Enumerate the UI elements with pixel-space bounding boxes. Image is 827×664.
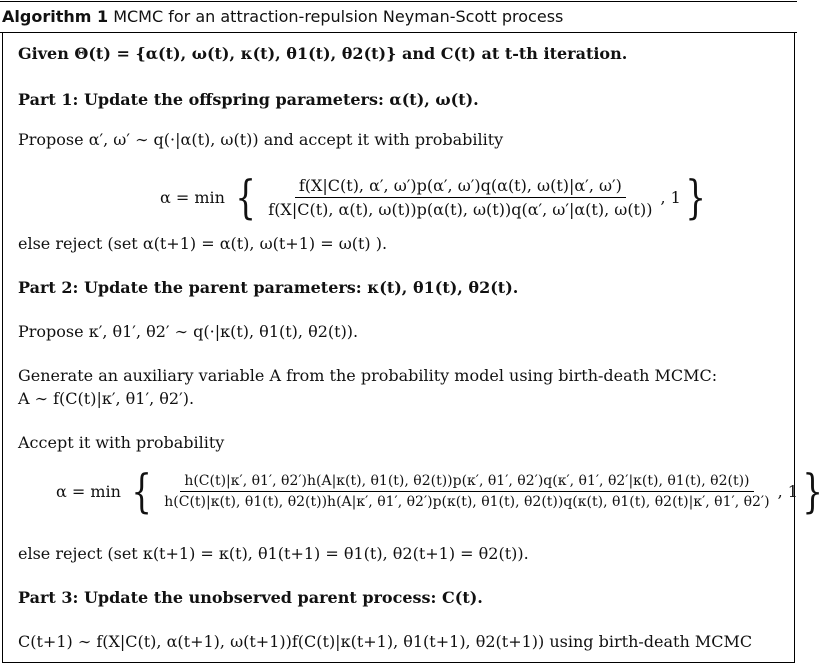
part2-accept: Accept it with probability — [18, 433, 225, 452]
part2-denominator: h(C(t)|κ(t), θ1(t), θ2(t))h(A|κ′, θ1′, θ2′)p(κ(t), θ1(t), θ2(t))q(κ(t), θ1(t), θ2(t)|κ′, θ1′, θ2′) — [164, 493, 770, 510]
part1-propose: Propose α′, ω′ ∼ q(·|α(t), ω(t)) and accept it with probability — [18, 130, 504, 149]
left-brace-icon: { — [131, 464, 152, 518]
part2-heading: Part 2: Update the parent parameters: κ(t), θ1(t), θ2(t). — [18, 278, 519, 297]
part1-eq-lhs: α = min — [160, 187, 225, 207]
part1-fraction — [264, 176, 656, 219]
part1-heading: Part 1: Update the offspring parameters: α(t), ω(t). — [18, 90, 479, 109]
part2-numerator: h(C(t)|κ′, θ1′, θ2′)h(A|κ(t), θ1(t), θ2(t))p(κ′, θ1′, θ2′)q(κ′, θ1′, θ2′|κ(t), θ1(t), θ2(t)) — [180, 473, 753, 492]
part1-eq-tail: , 1 — [660, 187, 681, 207]
left-brace-icon: { — [235, 170, 256, 224]
part2-eq-lhs: α = min — [56, 481, 121, 501]
part2-equation — [56, 464, 827, 518]
given-line: Given Θ(t) = {α(t), ω(t), κ(t), θ1(t), θ2(t)} and C(t) at t-th iteration. — [18, 44, 628, 63]
caption-label: Algorithm 1 — [2, 7, 109, 26]
part1-equation — [160, 170, 710, 224]
part1-reject: else reject (set α(t+1) = α(t), ω(t+1) = ω(t) ). — [18, 234, 388, 253]
part2-aux: A ∼ f(C(t)|κ′, θ1′, θ2′). — [18, 389, 195, 408]
part2-generate: Generate an auxiliary variable A from the probability model using birth-death MCMC: — [18, 366, 718, 385]
part3-heading: Part 3: Update the unobserved parent process: C(t). — [18, 588, 483, 607]
part2-propose: Propose κ′, θ1′, θ2′ ∼ q(·|κ(t), θ1(t), θ2(t)). — [18, 322, 359, 341]
top-rule — [0, 1, 797, 2]
part1-numerator: f(X|C(t), α′, ω′)p(α′, ω′)q(α(t), ω(t)|α′, ω′) — [295, 176, 626, 198]
algorithm-box — [2, 32, 795, 663]
algorithm-caption — [2, 7, 563, 26]
right-brace-icon: } — [685, 170, 706, 224]
part2-reject: else reject (set κ(t+1) = κ(t), θ1(t+1) = θ1(t), θ2(t+1) = θ2(t)). — [18, 544, 529, 563]
caption-title: MCMC for an attraction-repulsion Neyman-Scott process — [113, 7, 564, 26]
part1-denominator: f(X|C(t), α(t), ω(t))p(α(t), ω(t))q(α′, ω′|α(t), ω(t)) — [268, 199, 653, 219]
part3-update: C(t+1) ∼ f(X|C(t), α(t+1), ω(t+1))f(C(t)|κ(t+1), θ1(t+1), θ2(t+1)) using birth-death MCMC — [18, 632, 753, 651]
part2-fraction — [160, 473, 773, 510]
right-brace-icon: } — [802, 464, 823, 518]
part2-eq-tail: , 1 — [777, 481, 798, 501]
